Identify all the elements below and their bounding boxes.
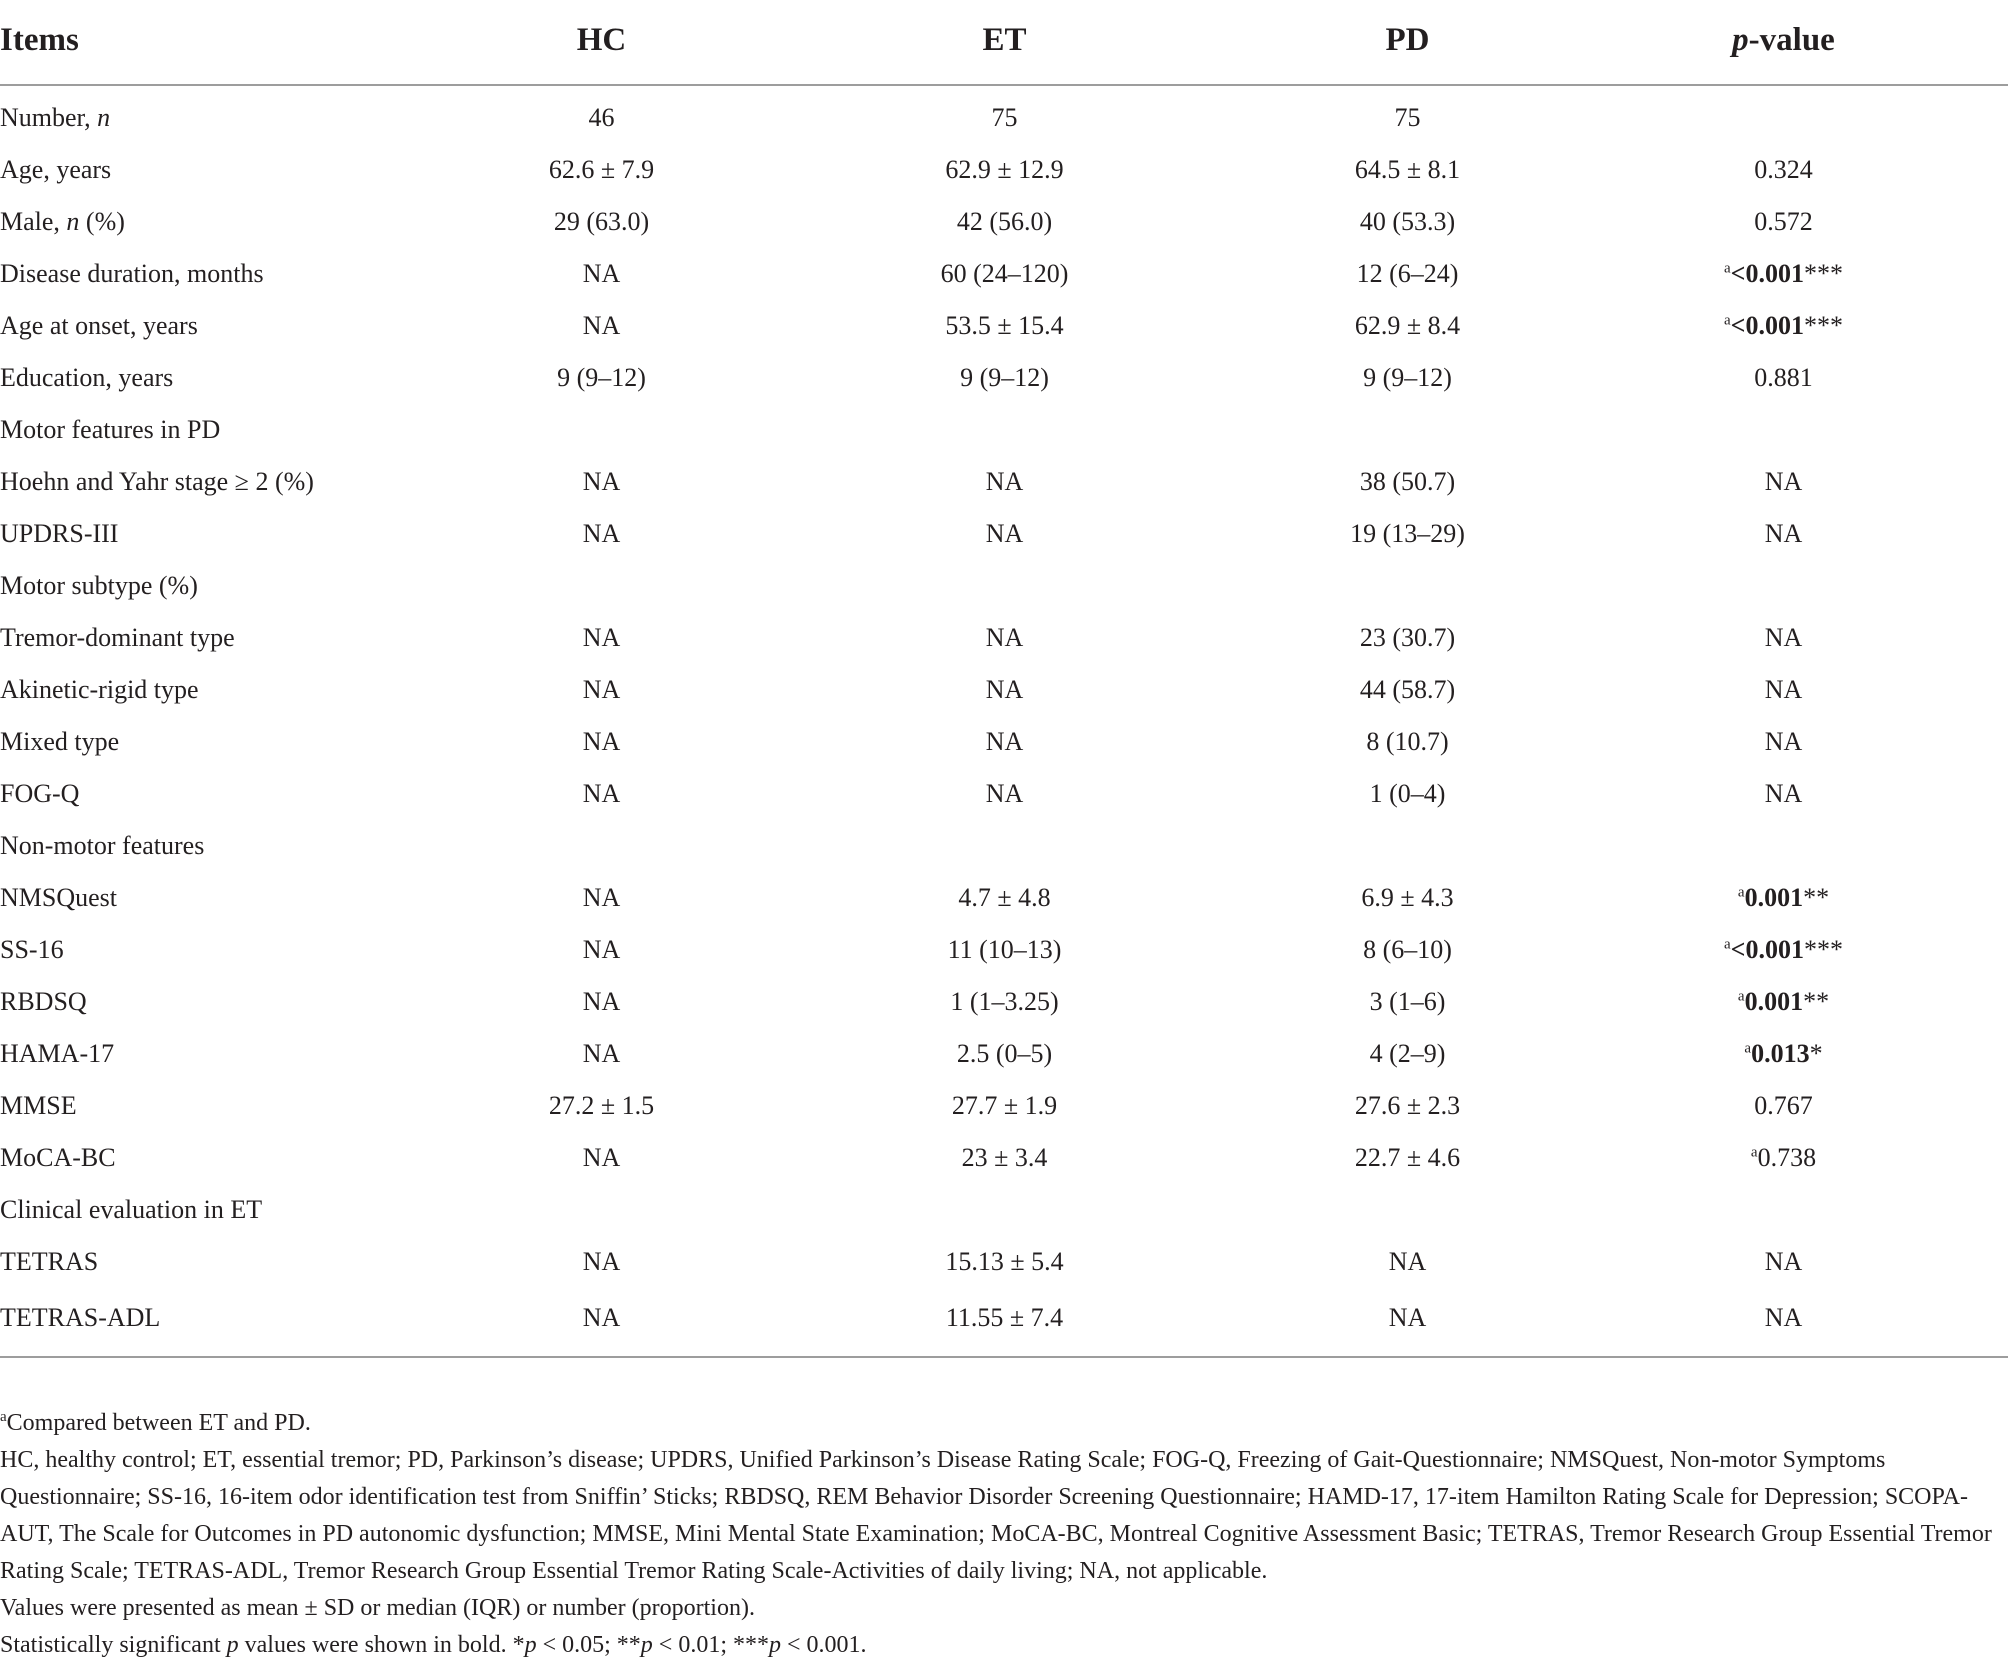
cell-hc: 46 — [588, 103, 615, 132]
p-value-stars: ** — [1803, 987, 1830, 1016]
row-label — [0, 612, 450, 664]
cell-et: NA — [985, 727, 1024, 756]
table-row — [0, 248, 2008, 300]
row-label-text: HAMA-17 — [0, 1039, 115, 1068]
row-label-text: Education, years — [0, 363, 174, 392]
row-label — [0, 976, 450, 1028]
table-row — [0, 85, 2008, 144]
sig-v1: < 0.05; — [536, 1632, 617, 1658]
p-value-stars: * — [1809, 1039, 1823, 1068]
row-label — [0, 144, 450, 196]
p-value-superscript: a — [1750, 1144, 1758, 1161]
header-p-italic: p — [1732, 21, 1749, 58]
cell-pd: 9 (9–12) — [1363, 363, 1452, 392]
cell-hc: NA — [582, 311, 621, 340]
cell-p-value — [1559, 196, 2008, 248]
cell-pd: 27.6 ± 2.3 — [1354, 1091, 1461, 1120]
row-label-text: Male, — [0, 207, 67, 236]
cell-et: 11 (10–13) — [947, 935, 1062, 964]
row-label — [0, 300, 450, 352]
p-value-stars: *** — [1804, 311, 1843, 340]
p-value-number: 0.738 — [1757, 1143, 1817, 1172]
p-value-number: NA — [1764, 1303, 1803, 1332]
header-items: Items — [0, 0, 450, 85]
sig-p3: p — [769, 1632, 781, 1658]
table-row — [0, 976, 2008, 1028]
p-value-superscript: a — [1724, 936, 1731, 953]
cell-pd — [1256, 404, 1559, 456]
cell-et — [753, 1184, 1256, 1236]
sig-v3: < 0.001. — [781, 1632, 867, 1658]
cell-et: 15.13 ± 5.4 — [945, 1247, 1064, 1276]
cell-pd — [1256, 1184, 1559, 1236]
footnote-a-text: Compared between ET and PD. — [6, 1410, 311, 1436]
footnote-significance — [0, 1627, 1998, 1664]
p-value-number: 0.013 — [1751, 1039, 1810, 1068]
row-label — [0, 820, 450, 872]
table-row — [0, 924, 2008, 976]
cell-hc: 62.6 ± 7.9 — [548, 155, 655, 184]
header-pd: PD — [1256, 0, 1559, 85]
row-label-text: Disease duration, months — [0, 259, 264, 288]
cell-pd: 62.9 ± 8.4 — [1354, 311, 1461, 340]
row-label-text: MoCA-BC — [0, 1143, 116, 1172]
row-label-text: Motor subtype (%) — [0, 571, 198, 600]
cell-et: 4.7 ± 4.8 — [958, 883, 1051, 912]
cell-et: 9 (9–12) — [960, 363, 1049, 392]
cell-pd: 8 (6–10) — [1363, 935, 1452, 964]
p-value-number: 0.001 — [1744, 987, 1804, 1016]
cell-hc: NA — [582, 519, 621, 548]
cell-et: 62.9 ± 12.9 — [945, 155, 1064, 184]
cell-p-value — [1559, 716, 2008, 768]
cell-hc: NA — [582, 467, 621, 496]
p-value-number: NA — [1764, 779, 1803, 808]
sig-p1: p — [524, 1632, 537, 1658]
p-value-stars: ** — [1803, 883, 1830, 912]
p-value-number: NA — [1764, 727, 1803, 756]
cell-et: 11.55 ± 7.4 — [753, 1288, 1256, 1357]
row-label — [0, 404, 450, 456]
row-label — [0, 1288, 450, 1357]
cell-p-value — [1559, 508, 2008, 560]
header-row — [0, 0, 2008, 85]
cell-pd: NA — [1388, 1247, 1427, 1276]
table-row — [0, 716, 2008, 768]
table-header — [0, 0, 2008, 85]
row-label-text: Age, years — [0, 155, 112, 184]
sig-star1: * — [512, 1632, 525, 1658]
cell-p-value — [1559, 1288, 2008, 1357]
row-label-text: Age at onset, years — [0, 311, 198, 340]
row-label-text: NMSQuest — [0, 883, 118, 912]
row-label — [0, 1236, 450, 1288]
cell-et — [753, 820, 1256, 872]
cell-et: NA — [985, 467, 1024, 496]
footnote-values: Values were presented as mean ± SD or median (IQR) or number (proportion). — [0, 1595, 755, 1621]
cell-hc: NA — [582, 987, 621, 1016]
cell-p-value — [1559, 976, 2008, 1028]
row-label — [0, 508, 450, 560]
table-row — [0, 352, 2008, 404]
p-value-number: <0.001 — [1730, 311, 1804, 340]
row-label — [0, 1080, 450, 1132]
cell-pd: 3 (1–6) — [1369, 987, 1446, 1016]
table-row — [0, 560, 2008, 612]
cell-hc: NA — [582, 727, 621, 756]
cell-hc: NA — [582, 1143, 621, 1172]
cell-hc: NA — [582, 1039, 621, 1068]
cell-et: NA — [985, 675, 1024, 704]
row-label-text: MMSE — [0, 1091, 77, 1120]
header-hc: HC — [450, 0, 753, 85]
table-row — [0, 872, 2008, 924]
p-value-superscript: a — [1737, 988, 1745, 1005]
cell-hc — [450, 820, 753, 872]
p-value-number: NA — [1764, 675, 1803, 704]
cell-p-value — [1559, 872, 2008, 924]
cell-hc: 29 (63.0) — [553, 207, 650, 236]
cell-hc: NA — [582, 623, 621, 652]
p-value-number: 0.001 — [1744, 883, 1804, 912]
row-label — [0, 716, 450, 768]
p-value-number: 0.881 — [1754, 363, 1813, 392]
sig-p2: p — [640, 1632, 653, 1658]
cell-pd — [1256, 820, 1559, 872]
footnote-a — [0, 1405, 1998, 1442]
row-label-italic: n — [97, 103, 111, 132]
p-value-superscript: a — [1737, 884, 1745, 901]
cell-hc: NA — [582, 259, 621, 288]
row-label-text: TETRAS-ADL — [0, 1303, 161, 1332]
cell-hc — [450, 404, 753, 456]
cell-et: NA — [985, 519, 1024, 548]
cell-p-value — [1559, 768, 2008, 820]
cell-p-value — [1559, 1184, 2008, 1236]
cell-hc — [450, 560, 753, 612]
table-body — [0, 85, 2008, 1357]
p-value-number: <0.001 — [1730, 259, 1804, 288]
cell-p-value — [1559, 1080, 2008, 1132]
table-row — [0, 144, 2008, 196]
row-label-italic: n — [66, 207, 80, 236]
cell-pd — [1256, 560, 1559, 612]
p-value-number: NA — [1764, 623, 1803, 652]
cell-p-value — [1559, 456, 2008, 508]
cell-pd: 40 (53.3) — [1359, 207, 1456, 236]
footnote-abbreviations: HC, healthy control; ET, essential tremor; PD, Parkinson’s disease; UPDRS, Unified Parkinson’s Disease Rating Scale; FOG-Q, Freezing of Gait-Questionnaire; NMSQuest, Non-motor Symptoms Questionnaire; SS-16, 16-item odor identification test from Sniffin’ Sticks; RBDSQ, REM Behavior Disorder Screening Questionnaire; HAMD-17, 17-item Hamilton Rating Scale for Depression; SCOPA-AUT, The Scale for Outcomes in PD autonomic dysfunction; MMSE, Mini Mental State Examination; MoCA-BC, Montreal Cognitive Assessment Basic; TETRAS, Tremor Research Group Essential Tremor Rating Scale; TETRAS-ADL, Tremor Research Group Essential Tremor Rating Scale-Activities of daily living; NA, not applicable. — [0, 1447, 1992, 1584]
cell-et: NA — [985, 623, 1024, 652]
p-value-number: NA — [1764, 1247, 1803, 1276]
table-row — [0, 612, 2008, 664]
cell-et: 75 — [991, 103, 1018, 132]
cell-et: 42 (56.0) — [956, 207, 1053, 236]
sig-p: p — [226, 1632, 239, 1658]
cell-et: 1 (1–3.25) — [950, 987, 1059, 1016]
cell-hc: NA — [582, 1247, 621, 1276]
cell-hc: NA — [582, 779, 621, 808]
cell-pd: NA — [1256, 1288, 1559, 1357]
row-label — [0, 1132, 450, 1184]
table-row — [0, 1080, 2008, 1132]
row-label-text: Hoehn and Yahr stage ≥ 2 (%) — [0, 467, 314, 496]
cell-p-value — [1559, 664, 2008, 716]
p-value-number: 0.767 — [1754, 1091, 1813, 1120]
cell-p-value — [1559, 352, 2008, 404]
table-row — [0, 664, 2008, 716]
cell-pd: 75 — [1394, 103, 1421, 132]
cell-p-value — [1559, 612, 2008, 664]
cell-pd: 38 (50.7) — [1359, 467, 1456, 496]
cell-pd: 22.7 ± 4.6 — [1354, 1143, 1461, 1172]
row-label — [0, 1184, 450, 1236]
row-label-text: Tremor-dominant type — [0, 623, 235, 652]
cell-hc: NA — [582, 675, 621, 704]
sig-star3: *** — [733, 1632, 769, 1658]
row-label — [0, 924, 450, 976]
table-row — [0, 404, 2008, 456]
row-label — [0, 1028, 450, 1080]
cell-pd: 6.9 ± 4.3 — [1361, 883, 1454, 912]
row-label-text: Number, — [0, 103, 98, 132]
p-value-number: NA — [1764, 519, 1803, 548]
sig-star2: ** — [616, 1632, 641, 1658]
cell-et — [753, 404, 1256, 456]
row-label — [0, 456, 450, 508]
p-value-number: 0.324 — [1754, 155, 1813, 184]
cell-hc: 27.2 ± 1.5 — [548, 1091, 655, 1120]
table-row — [0, 1028, 2008, 1080]
cell-p-value — [1559, 85, 2008, 144]
cell-et: 23 ± 3.4 — [961, 1143, 1048, 1172]
row-label-text: FOG-Q — [0, 779, 80, 808]
row-label — [0, 196, 450, 248]
cell-p-value — [1559, 1028, 2008, 1080]
row-label-text: UPDRS-III — [0, 519, 119, 548]
cell-pd: 1 (0–4) — [1369, 779, 1446, 808]
p-value-superscript: a — [1744, 1040, 1752, 1057]
cell-hc: 9 (9–12) — [557, 363, 646, 392]
table-row — [0, 456, 2008, 508]
p-value-stars: *** — [1804, 935, 1843, 964]
sig-v2: < 0.01; — [652, 1632, 733, 1658]
row-label-text: RBDSQ — [0, 987, 87, 1016]
row-label-text: SS-16 — [0, 935, 64, 964]
cell-hc: NA — [450, 1288, 753, 1357]
table-row — [0, 1288, 2008, 1357]
cell-p-value — [1559, 300, 2008, 352]
header-p-rest: -value — [1748, 21, 1835, 58]
row-label-text: Akinetic-rigid type — [0, 675, 199, 704]
table-row — [0, 300, 2008, 352]
table-row — [0, 1184, 2008, 1236]
cell-p-value — [1559, 1132, 2008, 1184]
cell-pd: 12 (6–24) — [1356, 259, 1459, 288]
table-row — [0, 508, 2008, 560]
row-label-text: Mixed type — [0, 727, 120, 756]
sig-mid: values were shown in bold. — [238, 1632, 513, 1658]
cell-et: 60 (24–120) — [940, 259, 1069, 288]
cell-et: 27.7 ± 1.9 — [951, 1091, 1058, 1120]
cell-p-value — [1559, 144, 2008, 196]
p-value-superscript: a — [1724, 260, 1731, 277]
p-value-superscript: a — [1724, 312, 1731, 329]
cell-p-value — [1559, 924, 2008, 976]
row-label-text: Non-motor features — [0, 831, 205, 860]
p-value-number: NA — [1764, 467, 1803, 496]
cell-pd: 64.5 ± 8.1 — [1354, 155, 1461, 184]
p-value-number: 0.572 — [1754, 207, 1813, 236]
row-label-suffix: (%) — [79, 207, 125, 236]
cell-pd: 23 (30.7) — [1359, 623, 1456, 652]
cell-hc — [450, 1184, 753, 1236]
cell-p-value — [1559, 560, 2008, 612]
cell-hc: NA — [582, 883, 621, 912]
cell-et: 53.5 ± 15.4 — [945, 311, 1064, 340]
row-label — [0, 560, 450, 612]
cell-pd: 19 (13–29) — [1350, 519, 1465, 548]
row-label — [0, 352, 450, 404]
footnote-a-sup: a — [0, 1409, 7, 1425]
table-row — [0, 820, 2008, 872]
cell-p-value — [1559, 1236, 2008, 1288]
cell-pd: 8 (10.7) — [1366, 727, 1449, 756]
row-label — [0, 768, 450, 820]
row-label — [0, 872, 450, 924]
cell-p-value — [1559, 404, 2008, 456]
cell-et: NA — [985, 779, 1024, 808]
row-label — [0, 248, 450, 300]
table-footnotes — [0, 1405, 1998, 1664]
row-label-text: Clinical evaluation in ET — [0, 1195, 263, 1224]
cell-hc: NA — [582, 935, 621, 964]
row-label-text: TETRAS — [0, 1247, 99, 1276]
row-label — [0, 664, 450, 716]
table-row — [0, 1236, 2008, 1288]
header-et: ET — [753, 0, 1256, 85]
row-label — [0, 85, 450, 144]
cell-pd: 44 (58.7) — [1359, 675, 1456, 704]
cell-et — [753, 560, 1256, 612]
header-p-value — [1559, 0, 2008, 85]
table-row — [0, 1132, 2008, 1184]
cell-p-value — [1559, 248, 2008, 300]
cell-et: 2.5 (0–5) — [956, 1039, 1053, 1068]
row-label-text: Motor features in PD — [0, 415, 221, 444]
p-value-stars: *** — [1804, 259, 1843, 288]
cell-p-value — [1559, 820, 2008, 872]
table-row — [0, 768, 2008, 820]
cell-pd: 4 (2–9) — [1369, 1039, 1446, 1068]
table-row — [0, 196, 2008, 248]
sig-pre: Statistically significant — [0, 1632, 227, 1658]
p-value-number: <0.001 — [1730, 935, 1804, 964]
